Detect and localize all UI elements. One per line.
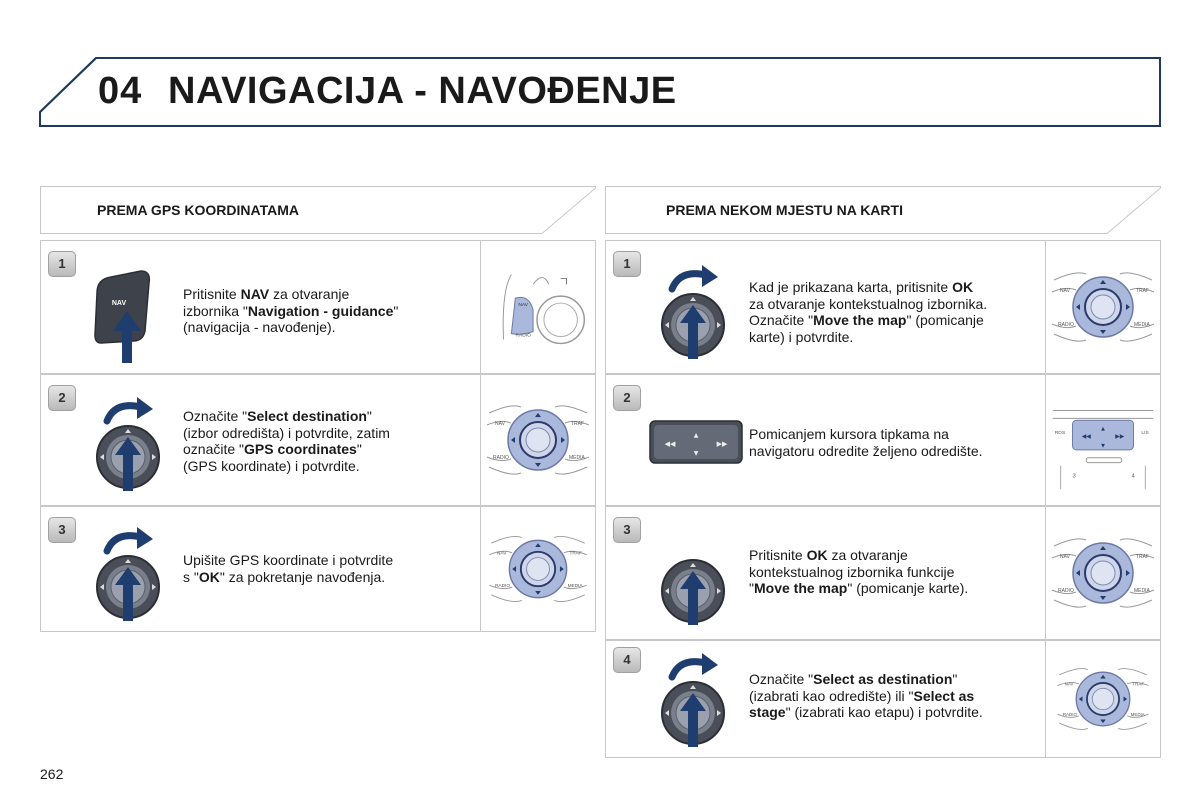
section-header-map xyxy=(605,186,1161,234)
keypad-panel-thumbnail-graphic xyxy=(1046,375,1160,505)
nav-button-icon xyxy=(93,263,153,372)
step-description: Pritisnite OK za otvaranje kontekstualnog izbornika funkcije "Move the map" (pomicanje karte). xyxy=(749,547,969,596)
control-panel-thumbnail xyxy=(480,507,595,631)
rotary-dial-icon-graphic xyxy=(658,259,728,363)
svg-text:TRAF: TRAF xyxy=(569,551,582,557)
svg-text:4: 4 xyxy=(1131,473,1135,480)
nav-panel-thumbnail xyxy=(480,241,595,373)
svg-text:NAV: NAV xyxy=(495,421,505,427)
svg-text:◀◀: ◀◀ xyxy=(664,440,676,448)
svg-text:RADIO: RADIO xyxy=(493,455,509,461)
svg-text:MEDIA: MEDIA xyxy=(569,455,585,461)
step-row xyxy=(605,240,1161,374)
control-panel-thumbnail xyxy=(1045,641,1160,757)
control-panel-thumbnail-graphic xyxy=(1046,641,1160,757)
chapter-header xyxy=(0,0,1200,140)
control-panel-thumbnail-graphic xyxy=(481,507,595,631)
svg-text:◀◀: ◀◀ xyxy=(1081,434,1091,441)
svg-text:NAV: NAV xyxy=(518,303,529,309)
svg-text:MEDIA: MEDIA xyxy=(1130,711,1145,717)
svg-text:TRAF: TRAF xyxy=(1136,554,1150,560)
svg-text:TRAF: TRAF xyxy=(1132,681,1145,687)
section-title: PREMA GPS KOORDINATAMA xyxy=(97,202,299,218)
svg-text:MEDIA: MEDIA xyxy=(567,584,583,590)
step-number-badge: 3 xyxy=(48,517,76,543)
step-number-badge: 2 xyxy=(48,385,76,411)
step-row xyxy=(40,506,596,632)
step-row xyxy=(40,374,596,506)
arrow-keypad-icon-graphic xyxy=(648,419,744,467)
control-panel-thumbnail-graphic xyxy=(1046,241,1160,373)
section-title: PREMA NEKOM MJESTU NA KARTI xyxy=(666,202,903,218)
control-panel-thumbnail xyxy=(1045,241,1160,373)
step-number-badge: 1 xyxy=(613,251,641,277)
svg-text:MEDIA: MEDIA xyxy=(1134,322,1150,328)
control-panel-thumbnail-graphic xyxy=(1046,507,1160,639)
svg-text:RADIO: RADIO xyxy=(515,333,531,339)
keypad-panel-thumbnail xyxy=(1045,375,1160,505)
page-number: 262 xyxy=(40,766,64,782)
svg-text:▲: ▲ xyxy=(693,432,699,439)
svg-text:RDS: RDS xyxy=(1054,431,1066,437)
step-row xyxy=(40,240,596,374)
step-description: Pritisnite NAV za otvaranje izbornika "Navigation - guidance" (navigacija - navođenje). xyxy=(183,286,399,335)
rotary-dial-icon-graphic xyxy=(93,391,163,495)
control-panel-thumbnail xyxy=(480,375,595,505)
control-panel-thumbnail xyxy=(1045,507,1160,639)
svg-text:▲: ▲ xyxy=(1101,426,1105,433)
rotary-dial-icon-graphic xyxy=(93,521,163,625)
step-row xyxy=(605,506,1161,640)
nav-panel-thumbnail-graphic xyxy=(481,241,595,373)
step-description: Pomicanjem kursora tipkama na navigatoru odredite željeno odredište. xyxy=(749,426,983,459)
rotary-dial-icon xyxy=(93,521,163,630)
step-number-badge: 2 xyxy=(613,385,641,411)
chapter-number: 04 xyxy=(98,70,143,112)
step-description: Označite "Select as destination" (izabrati kao odredište) ili "Select as stage" (izabrati kao etapu) i potvrdite. xyxy=(749,671,983,720)
step-row xyxy=(605,374,1161,506)
svg-text:NAV: NAV xyxy=(496,551,507,557)
svg-text:TRAF: TRAF xyxy=(1136,288,1150,294)
rotary-dial-icon xyxy=(658,647,728,756)
step-number-badge: 4 xyxy=(613,647,641,673)
rotary-dial-icon xyxy=(658,259,728,368)
arrow-keypad-icon xyxy=(648,419,744,472)
rotary-dial-icon-graphic xyxy=(658,647,728,751)
svg-text:NAV: NAV xyxy=(1064,681,1074,687)
svg-text:MEDIA: MEDIA xyxy=(1134,588,1150,594)
rotary-dial-icon xyxy=(658,525,728,634)
step-description: Upišite GPS koordinate i potvrdite s "OK" za pokretanje navođenja. xyxy=(183,552,394,585)
chapter-title: NAVIGACIJA - NAVOĐENJE xyxy=(168,70,677,112)
svg-text:▶▶: ▶▶ xyxy=(716,440,728,448)
svg-text:TRAF: TRAF xyxy=(571,421,585,427)
step-row xyxy=(605,640,1161,758)
svg-text:NAV: NAV xyxy=(111,300,127,307)
control-panel-thumbnail-graphic xyxy=(481,375,595,505)
svg-text:RADIO: RADIO xyxy=(1062,711,1077,717)
svg-text:RADIO: RADIO xyxy=(1058,322,1074,328)
step-description: Označite "Select destination" (izbor odredišta) i potvrdite, zatim označite "GPS coordinates" (GPS koordinate) i potvrdite. xyxy=(183,408,390,474)
svg-text:▼: ▼ xyxy=(693,450,699,457)
step-number-badge: 3 xyxy=(613,517,641,543)
svg-text:3: 3 xyxy=(1072,473,1076,480)
svg-text:RADIO: RADIO xyxy=(1058,588,1074,594)
rotary-dial-icon-graphic xyxy=(658,525,728,629)
nav-button-icon-graphic xyxy=(93,263,153,367)
step-number-badge: 1 xyxy=(48,251,76,277)
svg-text:RADIO: RADIO xyxy=(495,584,511,590)
svg-text:NAV: NAV xyxy=(1060,554,1070,560)
svg-text:▼: ▼ xyxy=(1101,442,1105,449)
svg-text:NAV: NAV xyxy=(1060,288,1070,294)
rotary-dial-icon xyxy=(93,391,163,500)
section-header-gps xyxy=(40,186,596,234)
step-description: Kad je prikazana karta, pritisnite OK za otvaranje kontekstualnog izbornika. Označite "Move the map" (pomicanje karte) i potvrdite. xyxy=(749,279,988,345)
svg-text:LIS: LIS xyxy=(1141,431,1149,437)
svg-text:▶▶: ▶▶ xyxy=(1115,434,1125,441)
